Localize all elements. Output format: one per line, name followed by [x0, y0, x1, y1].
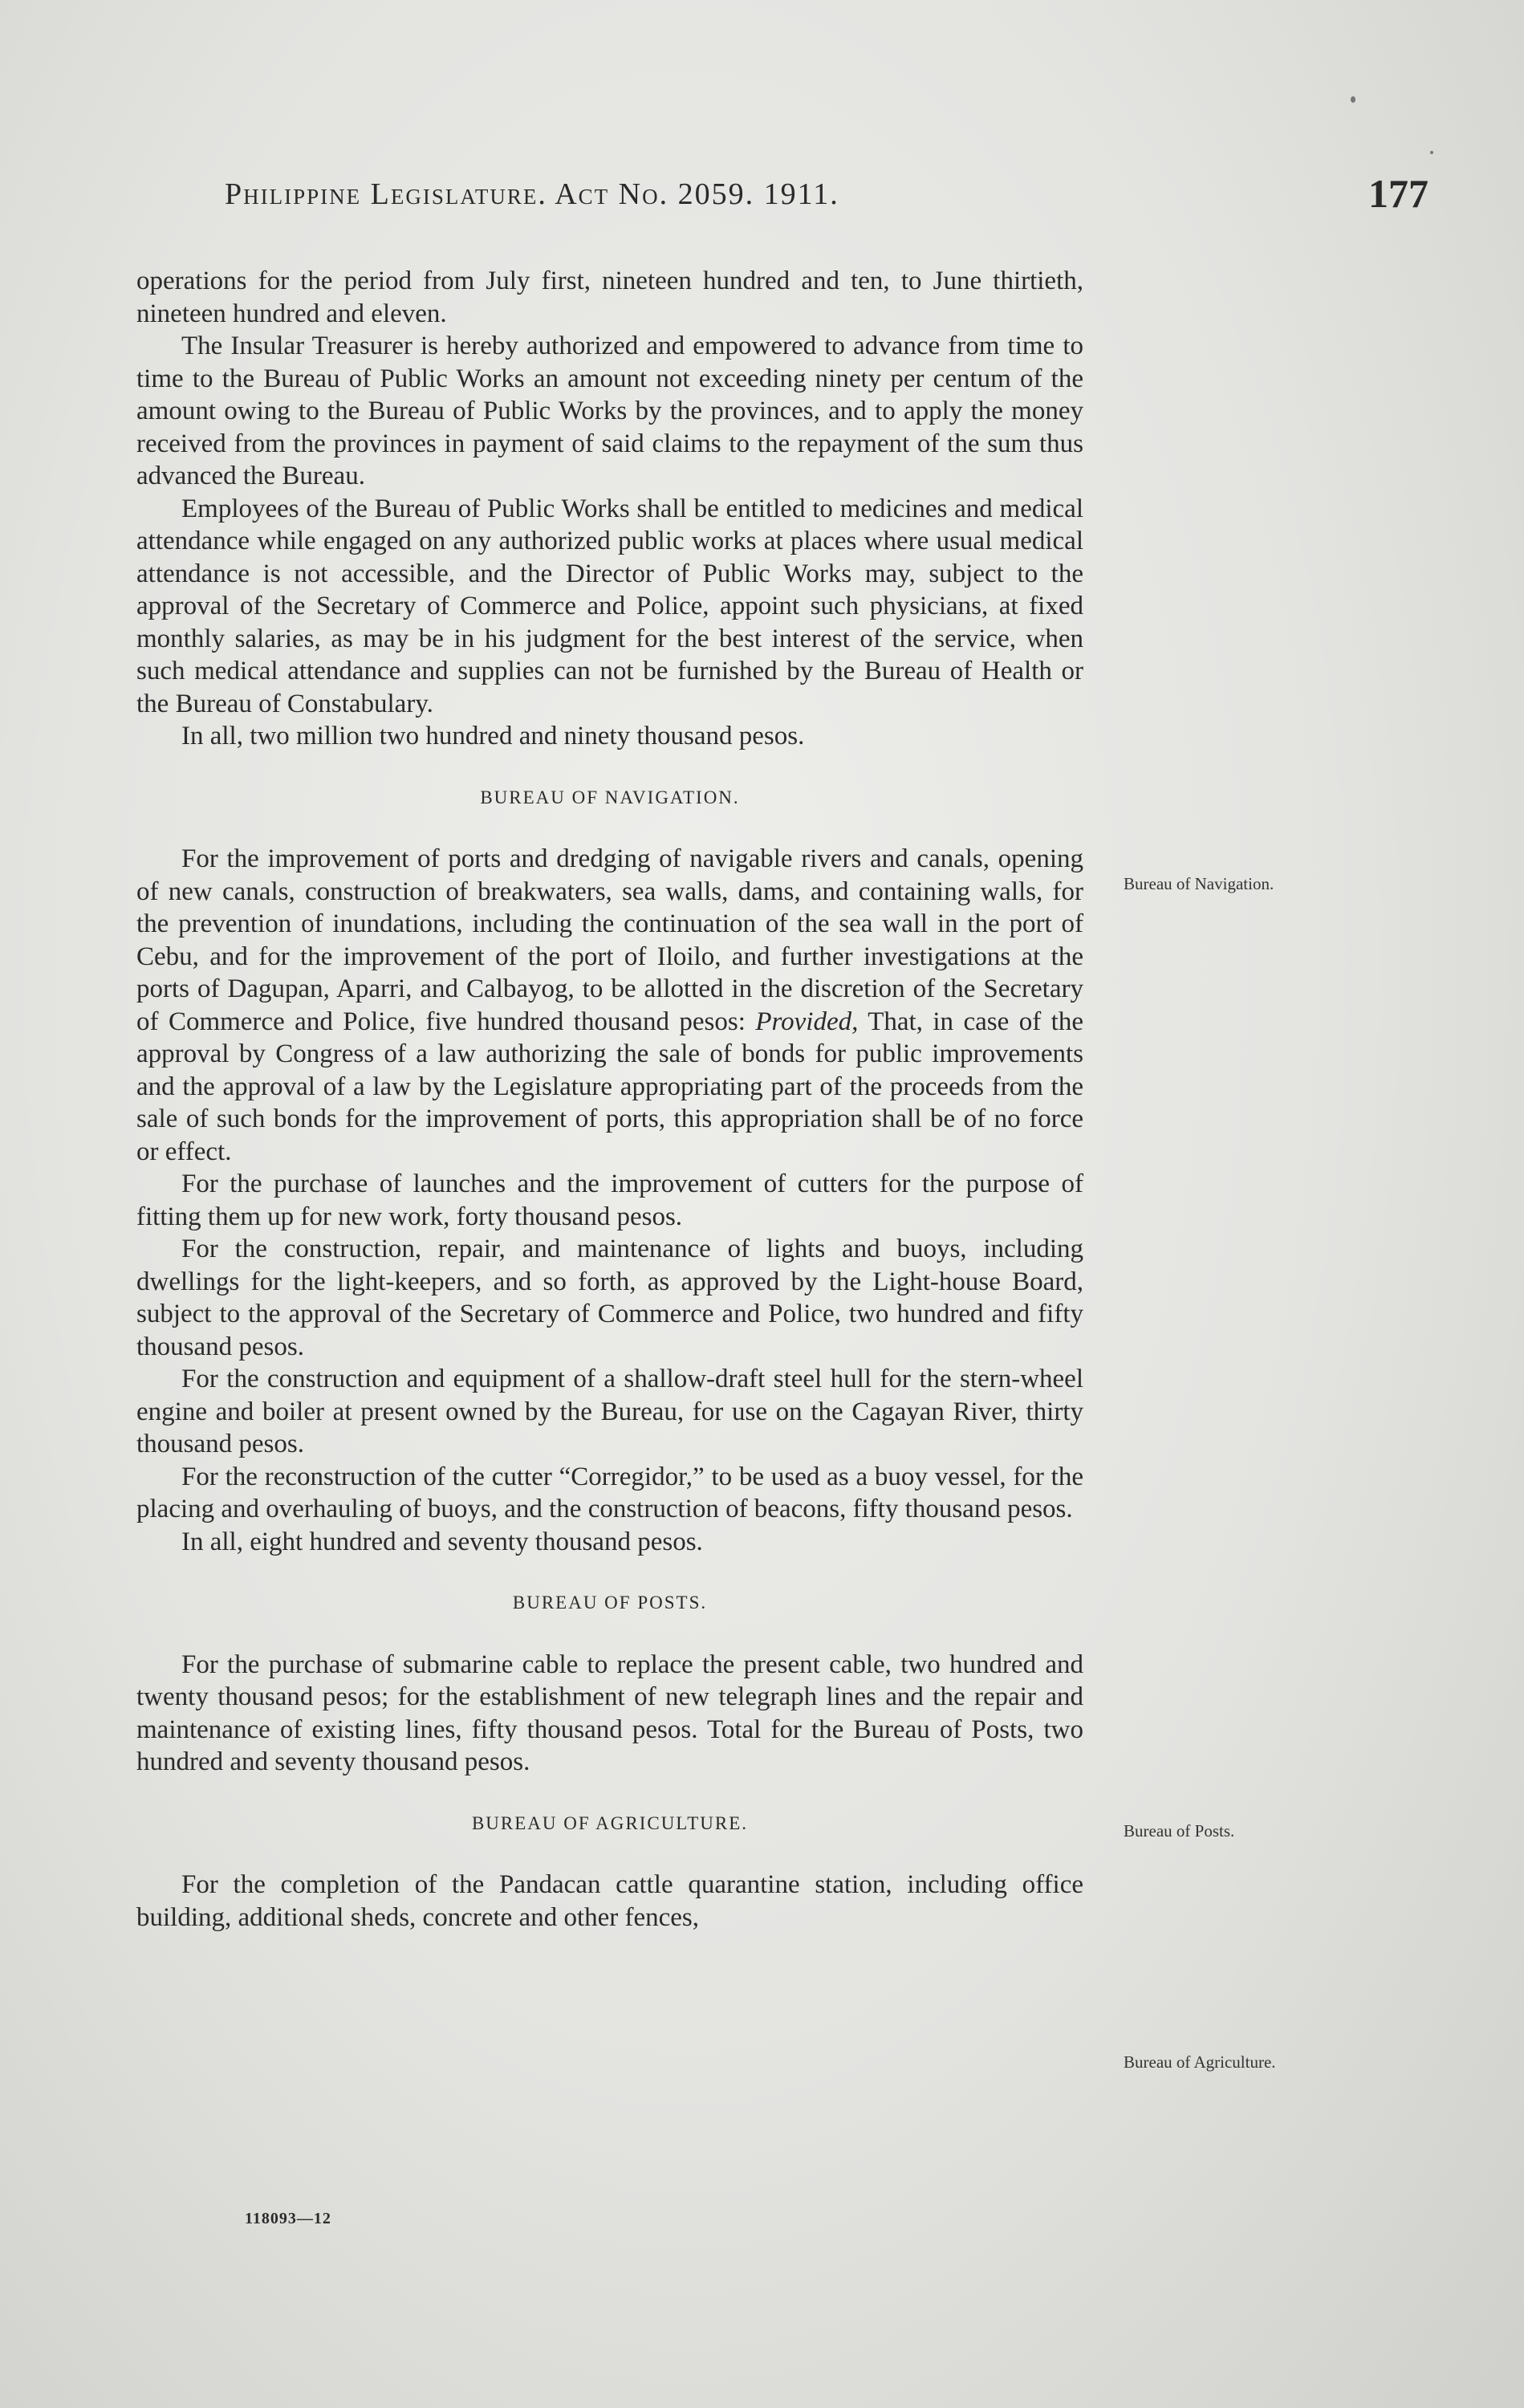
section-heading-agriculture: BUREAU OF AGRICULTURE.: [471, 1812, 749, 1833]
section-heading-navigation: BUREAU OF NAVIGATION.: [480, 787, 740, 807]
paragraph: For the construction and equipment of a shallow-draft steel hull for the stern-wheel engine and boiler at present owned by the Bureau, for use on the Cagayan River, thirty thousand pesos.: [136, 1365, 1083, 1458]
paragraph: For the purchase of launches and the improvement of cutters for the purpose of fitting them up for new work, forty thousand pesos.: [136, 1169, 1083, 1231]
section-heading-posts: BUREAU OF POSTS.: [512, 1592, 708, 1613]
paragraph: For the reconstruction of the cutter “Corregidor,” to be used as a buoy vessel, for the placing and overhauling of buoys, and the construction of beacons, fifty thousand pesos.: [136, 1462, 1083, 1523]
running-head: Philippine Legislature. Act No. 2059. 1911.: [225, 177, 839, 211]
paragraph: Employees of the Bureau of Public Works shall be entitled to medicines and medical attendance while engaged on any authorized public works at places where usual medical attendance is not accessible, and the Director of Public Works may, subject to the approval of the Secretary of Commerce and Police, appoint such physicians, at fixed monthly salaries, as may be in his judgment for the best interest of the service, when such medical attendance and supplies can not be furnished by the Bureau of Health or the Bureau of Constabulary.: [136, 494, 1083, 718]
text-run: That, in case of the approval by Congress of a law authorizing the sale of bonds for public improvements and the approval of a law by the Legislature appropriating part of the proceeds from the sale of such bonds for the improvement of ports, this appropriation shall be of no force or effect.: [136, 1007, 1083, 1166]
paragraph: In all, two million two hundred and ninety thousand pesos.: [181, 722, 805, 750]
page-header: [225, 171, 1428, 233]
ink-speck: [1351, 96, 1355, 103]
paragraph: operations for the period from July first, nineteen hundred and ten, to June thirtieth, nineteen hundred and eleven.: [136, 266, 1083, 328]
page-number: 177: [1368, 171, 1428, 216]
printer-code: 118093—12: [245, 2210, 331, 2227]
paragraph: In all, eight hundred and seventy thousand pesos.: [181, 1527, 703, 1556]
paragraph: For the purchase of submarine cable to replace the present cable, two hundred and twenty thousand pesos; for the establishment of new telegraph lines and the repair and maintenance of existing lines, fifty thousand pesos. Total for the Bureau of Posts, two hundred and seventy thousand pesos.: [136, 1649, 1083, 1776]
ink-speck: [1430, 151, 1433, 154]
margin-note-agriculture: Bureau of Agriculture.: [1124, 2052, 1276, 2072]
text-run: For the improvement of ports and dredging of navigable rivers and canals, opening of new canals, construction of breakwaters, sea walls, dams, and containing walls, for the prevention of inundations, including the continuation of the sea wall in the port of Cebu, and for the improvement of the port of Iloilo, and further investigations at the ports of Dagupan, Aparri, and Calbayog, to be allotted in the discretion of the Secretary of Commerce and Police, five hundred thousand pesos:: [136, 844, 1083, 1036]
italic-term: Provided,: [755, 1007, 859, 1036]
body-text: [136, 265, 1083, 1934]
margin-note-navigation: Bureau of Navigation.: [1124, 874, 1274, 893]
paragraph: For the construction, repair, and maintenance of lights and buoys, including dwellings for the light-keepers, and so forth, as approved by the Light-house Board, subject to the approval of the Secretary of Commerce and Police, two hundred and fifty thousand pesos.: [136, 1235, 1083, 1361]
paragraph: For the completion of the Pandacan cattle quarantine station, including office building, additional sheds, concrete and other fences,: [136, 1870, 1083, 1932]
paragraph: [136, 843, 1083, 1168]
margin-note-posts: Bureau of Posts.: [1124, 1821, 1235, 1841]
paragraph: The Insular Treasurer is hereby authorized and empowered to advance from time to time to the Bureau of Public Works an amount not exceeding ninety per centum of the amount owing to the Bureau of Public Works by the provinces, and to apply the money received from the provinces in payment of said claims to the repayment of the sum thus advanced the Bureau.: [136, 332, 1083, 490]
